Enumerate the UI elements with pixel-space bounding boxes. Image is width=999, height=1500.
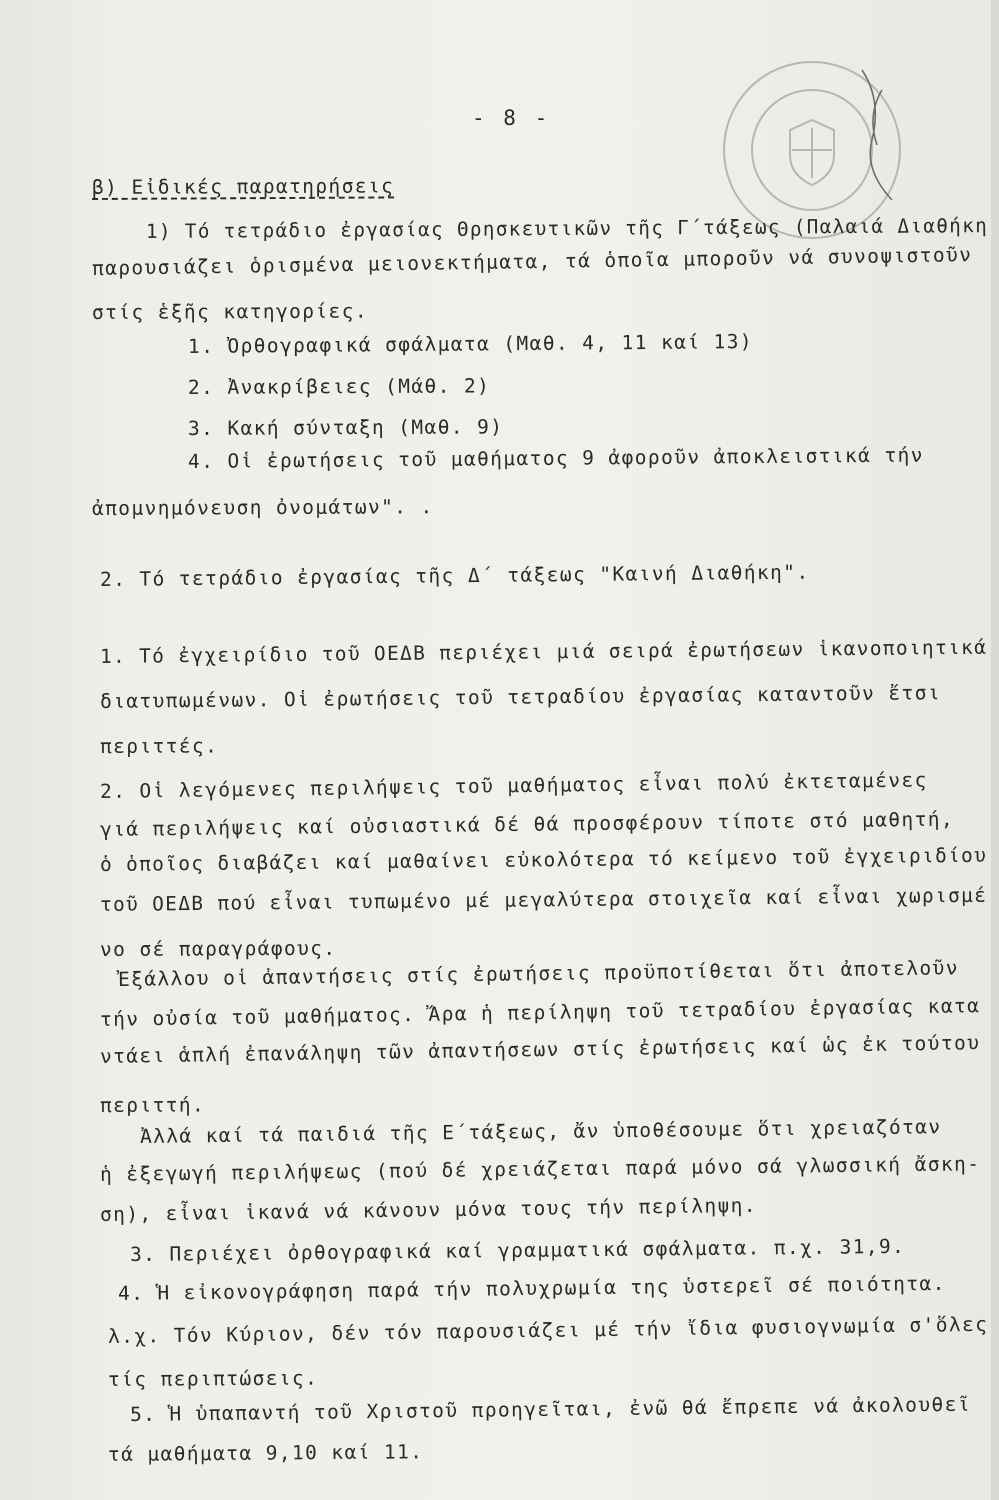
text-line: διατυπωμένων. Οἱ ἐρωτήσεις τοῦ τετραδίου ἐργασίας καταντοῦν ἔτσι	[99, 681, 942, 713]
text-line: νο σέ παραγράφους.	[99, 936, 337, 961]
page-number: - 8 -	[472, 106, 551, 130]
text-line: περιττές.	[99, 734, 219, 758]
page-edge	[991, 0, 999, 1500]
text-line: 1) Τό τετράδιο ἐργασίας Θρησκευτικῶν τῆς Γ΄τάξεως (Παλαιά Διαθήκη	[145, 214, 989, 243]
text-line: 4. Ἡ εἰκονογράφηση παρά τήν πολυχρωμία της ὑστερεῖ σέ ποιότητα.	[117, 1271, 946, 1305]
text-line: ἡ ἐξεγωγή περιλήψεως (πού δέ χρειάζεται παρά μόνο σά γλωσσική ἄσκη-	[99, 1152, 981, 1186]
text-line: ἀπομνημόνευση ὀνομάτων". .	[91, 495, 434, 520]
text-line: 3. Περιέχει ὀρθογραφικά καί γραμματικά σφάλματα. π.χ. 31,9.	[129, 1234, 906, 1266]
text-line: ση), εἶναι ἱκανά νά κάνουν μόνα τους τήν περίληψη.	[99, 1193, 758, 1226]
text-line: 2. Ἀνακρίβειες (Μάθ. 2)	[187, 374, 491, 399]
text-line: 2. Τό τετράδιο ἐργασίας τῆς Δ΄ τάξεως "Καινή Διαθήκη".	[99, 560, 810, 591]
text-line: λ.χ. Τόν Κύριον, δέν τόν παρουσιάζει μέ τήν ἴδια φυσιογνωμία σ'ὅλες	[107, 1312, 989, 1348]
text-line: στίς ἑξῆς κατηγορίες.	[91, 299, 369, 324]
text-line: ντάει ἁπλή ἐπανάληψη τῶν ἀπαντήσεων στίς ἐρωτήσεις καί ὡς ἐκ τούτου	[99, 1031, 981, 1068]
section-heading: β) Εἰδικές παρατηρήσεις	[91, 174, 395, 199]
text-line: 3. Κακή σύνταξη (Μαθ. 9)	[187, 415, 504, 440]
text-line: 2. Οἱ λεγόμενες περιλήψεις τοῦ μαθήματος εἶναι πολύ ἐκτεταμένες	[99, 768, 928, 803]
text-line: 4. Οἱ ἐρωτήσεις τοῦ μαθήματος 9 ἀφοροῦν ἀποκλειστικά τήν	[187, 443, 924, 473]
text-line: ὁ ὁποῖος διαβάζει καί μαθαίνει εὐκολότερα τό κείμενο τοῦ ἐγχειριδίου	[99, 843, 988, 876]
text-line: 1. Τό ἐγχειρίδιο τοῦ ΟΕΔΒ περιέχει μιά σειρά ἐρωτήσεων ἱκανοποιητικά	[99, 635, 988, 668]
text-line: 1. Ὀρθογραφικά σφάλματα (Μαθ. 4, 11 καί 13)	[187, 330, 754, 358]
text-line: γιά περιλήψεις καί οὐσιαστικά δέ θά προσφέρουν τίποτε στό μαθητή,	[99, 807, 955, 841]
text-line: τά μαθήματα 9,10 καί 11.	[107, 1440, 424, 1466]
text-line: τήν οὐσία τοῦ μαθήματος. Ἄρα ἡ περίληψη τοῦ τετραδίου ἐργασίας κατα	[99, 994, 981, 1031]
text-line: 5. Ἡ ὑπαπαντή τοῦ Χριστοῦ προηγεῖται, ἐνῶ θά ἔπρεπε νά ἀκολουθεῖ	[129, 1392, 972, 1426]
text-line: Ἀλλά καί τά παιδιά τῆς Ε΄τάξεως, ἄν ὑποθέσουμε ὅτι χρειαζόταν	[139, 1115, 942, 1148]
text-line: περιττή.	[99, 1093, 206, 1117]
text-line: τοῦ ΟΕΔΒ πού εἶναι τυπωμένο μέ μεγαλύτερα στοιχεῖα καί εἶναι χωρισμέ	[99, 883, 988, 916]
text-line: τίς περιπτώσεις.	[107, 1366, 319, 1391]
text-line: παρουσιάζει ὁρισμένα μειονεκτήματα, τά ὁποῖα μποροῦν νά συνοψιστοῦν	[91, 243, 973, 280]
text-line: Ἐξάλλου οἱ ἀπαντήσεις στίς ἐρωτήσεις προϋποτίθεται ὅτι ἀποτελοῦν	[117, 956, 960, 991]
